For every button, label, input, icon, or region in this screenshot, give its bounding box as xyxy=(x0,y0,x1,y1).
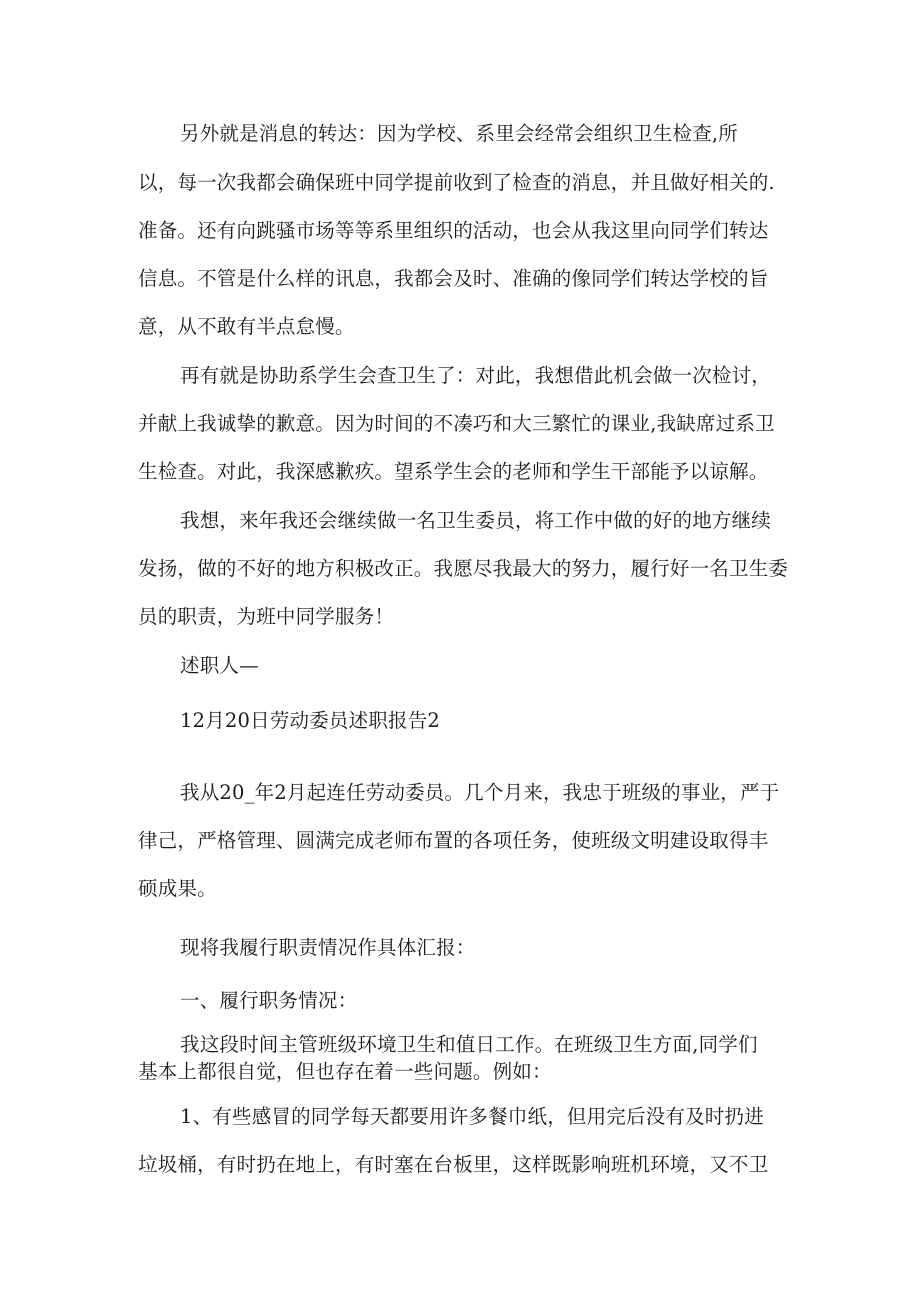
text-line: 生检查。对此，我深感歉疚。望系学生会的老师和学生干部能予以谅解。 xyxy=(138,460,769,483)
signature: 述职人— xyxy=(180,654,259,677)
heading: 一、履行职务情况： xyxy=(180,989,358,1012)
text-line: 垃圾桶，有时扔在地上，有时塞在台板里，这样既影响班机环境，又不卫 xyxy=(138,1153,769,1176)
text-line: 硕成果。 xyxy=(138,877,217,900)
text-line: 我从20_年2月起连任劳动委员。几个月来，我忠于班级的事业，严于 xyxy=(180,781,780,804)
text-line: 现将我履行职责情况作具体汇报： xyxy=(180,936,476,959)
text-line: 我想，来年我还会继续做一名卫生委员，将工作中做的好的地方继续 xyxy=(180,509,772,532)
text-line: 另外就是消息的转达：因为学校、系里会经常会组织卫生检查,所 xyxy=(180,122,738,145)
text-line: 1、有些感冒的同学每天都要用许多餐巾纸，但用完后没有及时扔进 xyxy=(180,1105,764,1128)
text-line: 员的职责，为班中同学服务！ xyxy=(138,605,395,628)
text-line: 信息。不管是什么样的讯息，我都会及时、准确的像同学们转达学校的旨 xyxy=(138,267,769,290)
text-line: 意，从不敢有半点怠慢。 xyxy=(138,315,355,338)
text-line: 再有就是协助系学生会查卫生了：对此，我想借此机会做一次检讨， xyxy=(180,364,772,387)
text-line: 准备。还有向跳骚市场等等系里组织的活动，也会从我这里向同学们转达 xyxy=(138,219,769,242)
text-line: 并献上我诚挚的歉意。因为时间的不凑巧和大三繁忙的课业,我缺席过系卫 xyxy=(138,412,775,435)
text-line: 我这段时间主管班级环境卫生和值日工作。在班级卫生方面,同学们 xyxy=(180,1033,758,1056)
text-line: 以，每一次我都会确保班中同学提前收到了检查的消息，并且做好相关的. xyxy=(138,171,775,194)
text-line: 基本上都很自觉，但也存在着一些问题。例如： xyxy=(138,1060,552,1083)
section-title: 12月20日劳动委员述职报告2 xyxy=(180,709,441,732)
text-line: 发扬，做的不好的地方积极改正。我愿尽我最大的努力，履行好一名卫生委 xyxy=(138,557,789,580)
text-line: 律己，严格管理、圆满完成老师布置的各项任务，使班级文明建设取得丰 xyxy=(138,829,769,852)
